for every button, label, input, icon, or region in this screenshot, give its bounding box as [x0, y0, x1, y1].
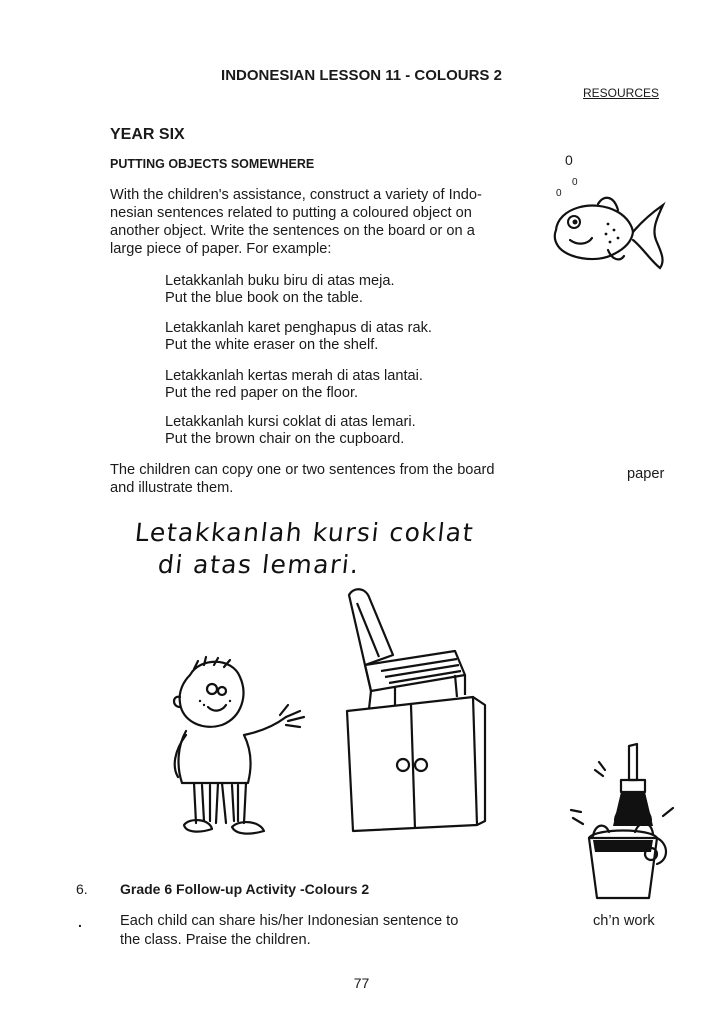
item-bullet: .: [78, 914, 82, 930]
example-indonesian: Letakkanlah karet penghapus di atas rak.: [165, 320, 432, 336]
resources-heading: RESOURCES: [583, 86, 660, 100]
followup-paragraph: [120, 912, 500, 950]
copy-paragraph: [110, 461, 540, 497]
copy-line: The children can copy one or two sentences from the board: [110, 462, 495, 478]
followup-line: the class. Praise the children.: [120, 932, 311, 948]
intro-line: With the children's assistance, construct a variety of Indo-: [110, 187, 482, 203]
bubble-label-left: 0: [556, 188, 562, 199]
example-2: [165, 320, 432, 354]
bubble-label-small: 0: [572, 177, 578, 188]
intro-line: nesian sentences related to putting a coloured object on: [110, 205, 472, 221]
resource-chalk-work: ch’n work: [593, 913, 655, 929]
intro-line: large piece of paper. For example:: [110, 241, 332, 257]
copy-line: and illustrate them.: [110, 480, 234, 496]
intro-paragraph: [110, 186, 520, 258]
boy-illustration: [160, 655, 310, 840]
example-english: Put the red paper on the floor.: [165, 385, 359, 401]
bubble-label-large: 0: [565, 152, 573, 168]
example-english: Put the brown chair on the cupboard.: [165, 431, 405, 447]
page-title: INDONESIAN LESSON 11 - COLOURS 2: [221, 67, 502, 84]
example-indonesian: Letakkanlah kertas merah di atas lantai.: [165, 368, 423, 384]
example-3: [165, 368, 423, 402]
handwritten-line-2: di atas lemari.: [156, 550, 362, 579]
chair-cupboard-illustration: [335, 585, 490, 835]
section-subheading: PUTTING OBJECTS SOMEWHERE: [110, 157, 315, 171]
resource-paper: paper: [627, 466, 665, 482]
handwritten-line-1: Letakkanlah kursi coklat: [133, 518, 476, 547]
year-heading: YEAR SIX: [110, 126, 185, 143]
example-english: Put the blue book on the table.: [165, 290, 363, 306]
goldfish-icon: [548, 190, 668, 275]
example-4: [165, 414, 416, 448]
paint-bucket-icon: [565, 740, 675, 905]
example-english: Put the white eraser on the shelf.: [165, 337, 379, 353]
followup-heading: Grade 6 Follow-up Activity -Colours 2: [120, 881, 370, 897]
example-indonesian: Letakkanlah kursi coklat di atas lemari.: [165, 414, 416, 430]
intro-line: another object. Write the sentences on the board or on a: [110, 223, 475, 239]
example-1: [165, 273, 395, 307]
item-number: 6.: [76, 881, 88, 897]
example-indonesian: Letakkanlah buku biru di atas meja.: [165, 273, 395, 289]
page-number: 77: [353, 975, 370, 991]
followup-line: Each child can share his/her Indonesian sentence to: [120, 913, 459, 929]
